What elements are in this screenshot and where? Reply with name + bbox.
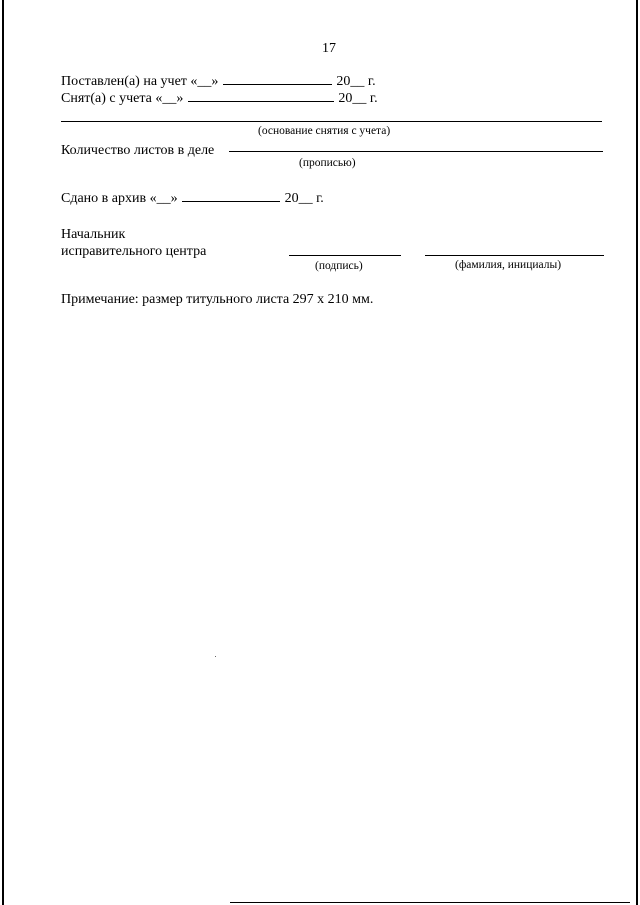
removed-year-prefix: 20 [338, 91, 353, 106]
removed-label: Снят(а) с учета [61, 91, 152, 106]
archived-quote-open: « [149, 191, 157, 206]
removal-basis-line [61, 121, 602, 122]
removed-quote-open: « [155, 91, 163, 106]
archived-line [61, 191, 324, 207]
signatory-title-line1: Начальник [61, 227, 126, 242]
removed-line [61, 91, 378, 107]
note-text: Примечание: размер титульного листа 297 х 210 мм. [61, 292, 374, 307]
registered-day-blank: __ [197, 74, 212, 89]
archived-month-blank [182, 200, 280, 202]
registered-year-blank: __ [350, 74, 365, 89]
registered-label: Поставлен(а) на учет [61, 74, 187, 89]
name-line [425, 255, 604, 256]
scan-edge-bottom [230, 902, 630, 903]
archived-label: Сдано в архив [61, 191, 147, 206]
archived-year-prefix: 20 [284, 191, 299, 206]
archived-quote-close: » [170, 191, 178, 206]
removed-year-blank: __ [352, 91, 367, 106]
archived-year-blank: __ [298, 191, 313, 206]
registered-quote-close: » [211, 74, 219, 89]
signature-line [289, 255, 401, 256]
signature-caption: (подпись) [315, 260, 363, 272]
sheet-count-label: Количество листов в деле [61, 143, 215, 158]
registered-year-suffix: г. [367, 74, 376, 89]
archived-year-suffix: г. [316, 191, 324, 206]
removal-basis-caption: (основание снятия с учета) [258, 125, 391, 137]
registered-year-prefix: 20 [336, 74, 351, 89]
registered-month-blank [223, 83, 332, 85]
signatory-title-line2: исправительного центра [61, 244, 207, 259]
removed-year-suffix: г. [369, 91, 378, 106]
sheet-count-line [229, 151, 603, 152]
scan-edge-right [636, 0, 638, 905]
scan-speck [215, 656, 216, 657]
removed-month-blank [188, 100, 334, 102]
page-number: 17 [322, 41, 336, 56]
scan-edge-left [2, 0, 4, 905]
registered-line [61, 74, 376, 90]
name-caption: (фамилия, инициалы) [455, 259, 562, 271]
removed-day-blank: __ [162, 91, 177, 106]
archived-day-blank: __ [156, 191, 171, 206]
registered-quote-open: « [190, 74, 198, 89]
removed-quote-close: » [176, 91, 184, 106]
sheet-count-caption: (прописью) [299, 157, 356, 169]
